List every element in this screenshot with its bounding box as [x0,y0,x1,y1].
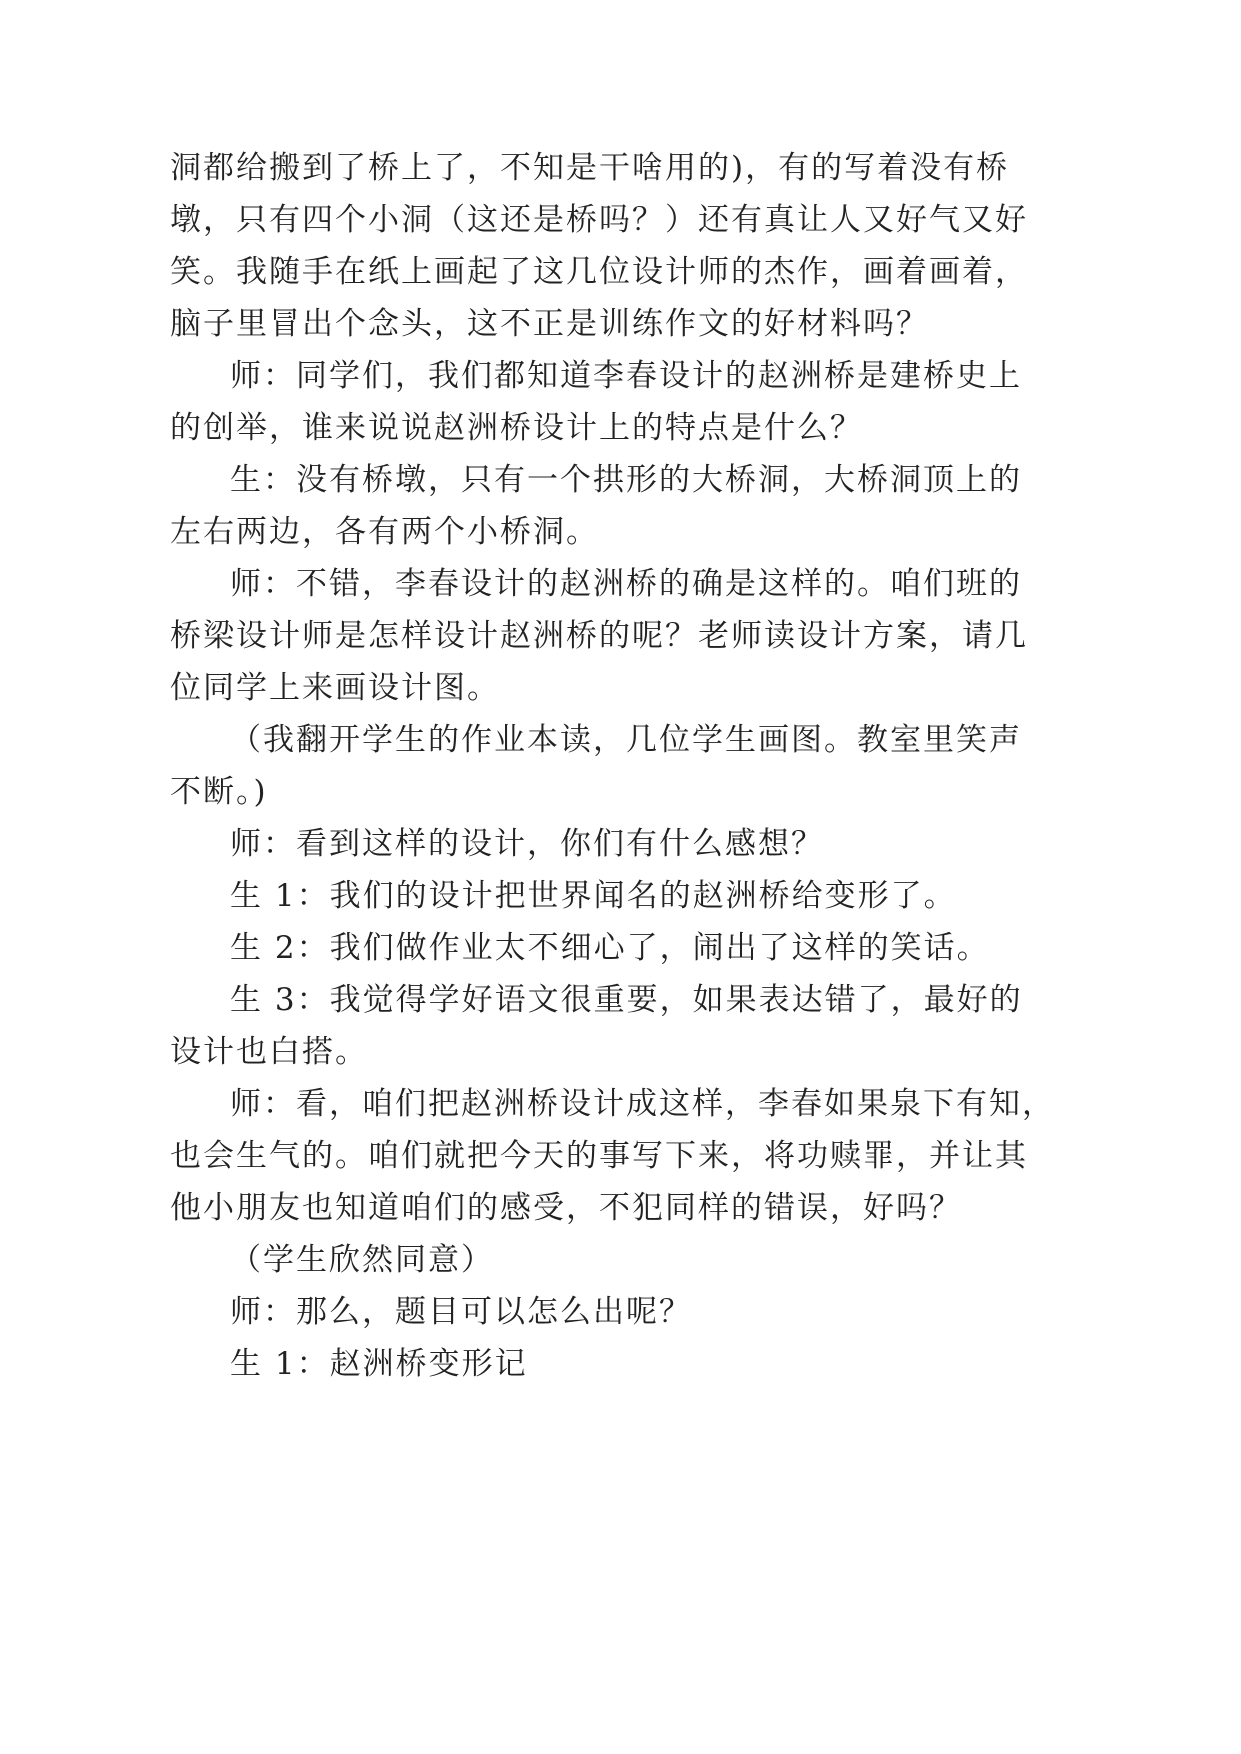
text-line-16: 生 2：我们做作业太不细心了，闹出了这样的笑话。 [230,930,990,966]
text-line-24: 生 1：赵洲桥变形记 [230,1346,528,1382]
text-line-4: 脑子里冒出个念头，这不正是训练作文的好材料吗？ [170,306,929,342]
text-line-19: 师：看，咱们把赵洲桥设计成这样，李春如果泉下有知， [230,1086,1055,1122]
text-line-9: 师：不错，李春设计的赵洲桥的确是这样的。咱们班的 [230,566,1022,602]
text-line-2: 墩，只有四个小洞（这还是桥吗？）还有真让人又好气又好 [170,202,1028,238]
text-line-10: 桥梁设计师是怎样设计赵洲桥的呢？老师读设计方案，请几 [170,618,1028,654]
text-line-12: （我翻开学生的作业本读，几位学生画图。教室里笑声 [230,722,1022,758]
text-line-15: 生 1：我们的设计把世界闻名的赵洲桥给变形了。 [230,878,957,914]
text-line-11: 位同学上来画设计图。 [170,670,500,706]
text-line-13: 不断。) [170,774,268,810]
text-line-7: 生：没有桥墩，只有一个拱形的大桥洞，大桥洞顶上的 [230,462,1022,498]
text-line-23: 师：那么，题目可以怎么出呢？ [230,1294,692,1330]
text-line-20: 也会生气的。咱们就把今天的事写下来，将功赎罪，并让其 [170,1138,1028,1174]
text-line-18: 设计也白搭。 [170,1034,368,1070]
text-line-8: 左右两边，各有两个小桥洞。 [170,514,599,550]
text-line-1: 洞都给搬到了桥上了，不知是干啥用的)，有的写着没有桥 [170,150,1010,186]
text-line-22: （学生欣然同意） [230,1242,494,1278]
text-line-6: 的创举，谁来说说赵洲桥设计上的特点是什么？ [170,410,863,446]
text-line-14: 师：看到这样的设计，你们有什么感想？ [230,826,824,862]
text-line-5: 师：同学们，我们都知道李春设计的赵洲桥是建桥史上 [230,358,1022,394]
text-line-17: 生 3：我觉得学好语文很重要，如果表达错了，最好的 [230,982,1023,1018]
text-line-21: 他小朋友也知道咱们的感受，不犯同样的错误，好吗？ [170,1190,962,1226]
text-line-3: 笑。我随手在纸上画起了这几位设计师的杰作，画着画着， [170,254,1028,290]
